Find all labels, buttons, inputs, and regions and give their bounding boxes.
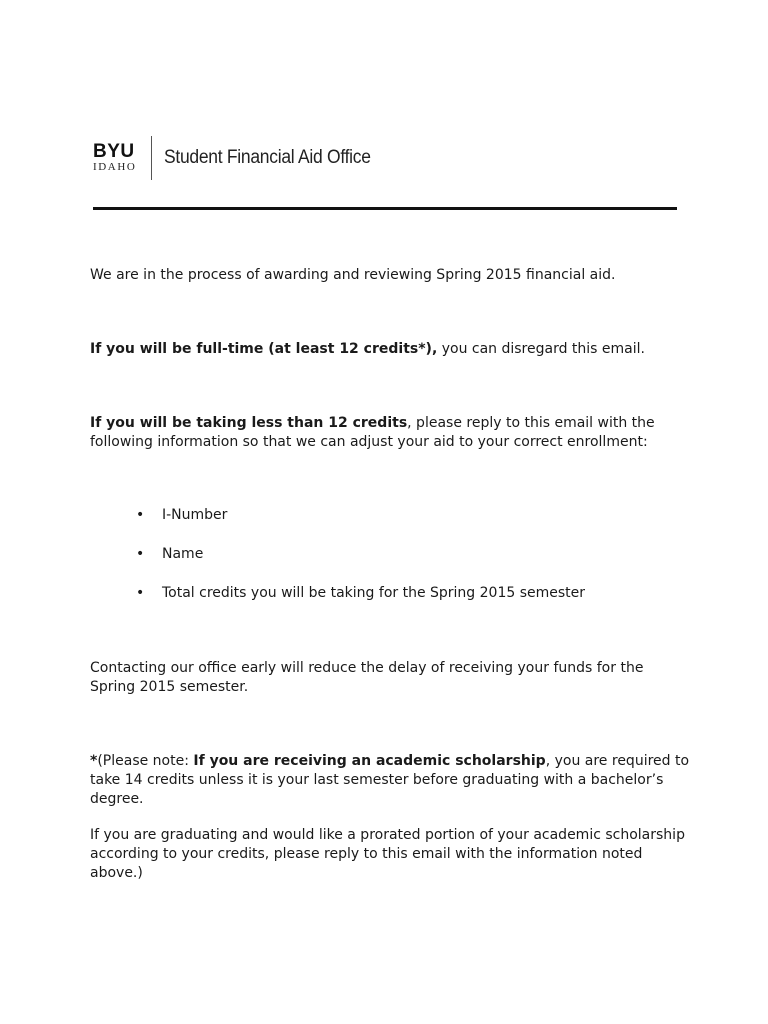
list-item [90,506,690,545]
letterhead [93,136,389,180]
info-list [90,506,690,623]
note-text: , you are required to take 14 credits unless it is your last semester before graduating with a bachelor’s degree. [90,753,690,807]
list-item-text: I-Number [162,507,228,523]
lessthan-text: , please reply to this email with the following information so that we can adjust your aid to your correct enrollment: [90,415,655,450]
logo-idaho-text: IDAHO [93,161,137,173]
list-item [90,584,690,623]
intro-paragraph: We are in the process of awarding and reviewing Spring 2015 financial aid. [90,267,616,283]
fulltime-text: you can disregard this email. [437,341,645,357]
office-name: Student Financial Aid Office [164,147,371,168]
lessthan-bold: If you will be taking less than 12 credits [90,415,408,431]
lessthan-paragraph [90,414,690,452]
logo-byu-text: BYU [93,141,135,162]
bullet-icon: • [136,507,145,523]
note-prefix: (Please note: [97,753,194,769]
contacting-paragraph: Contacting our office early will reduce the delay of receiving your funds for the Spring 2015 semester. [90,660,644,695]
byu-idaho-logo [93,143,141,173]
graduating-paragraph: If you are graduating and would like a prorated portion of your academic scholarship according to your credits, please reply to this email with the information noted above.) [90,827,685,881]
bullet-icon: • [136,585,145,601]
logo-divider [151,136,152,180]
note-star: * [90,753,98,769]
note-bold: If you are receiving an academic scholarship [193,753,546,769]
fulltime-paragraph [90,340,690,359]
note-paragraph [90,752,690,809]
list-item [90,545,690,584]
list-item-text: Total credits you will be taking for the Spring 2015 semester [162,585,586,601]
list-item-text: Name [162,546,204,562]
bullet-icon: • [136,546,145,562]
fulltime-bold: If you will be full-time (at least 12 credits*), [90,341,438,357]
header-rule [93,207,677,210]
